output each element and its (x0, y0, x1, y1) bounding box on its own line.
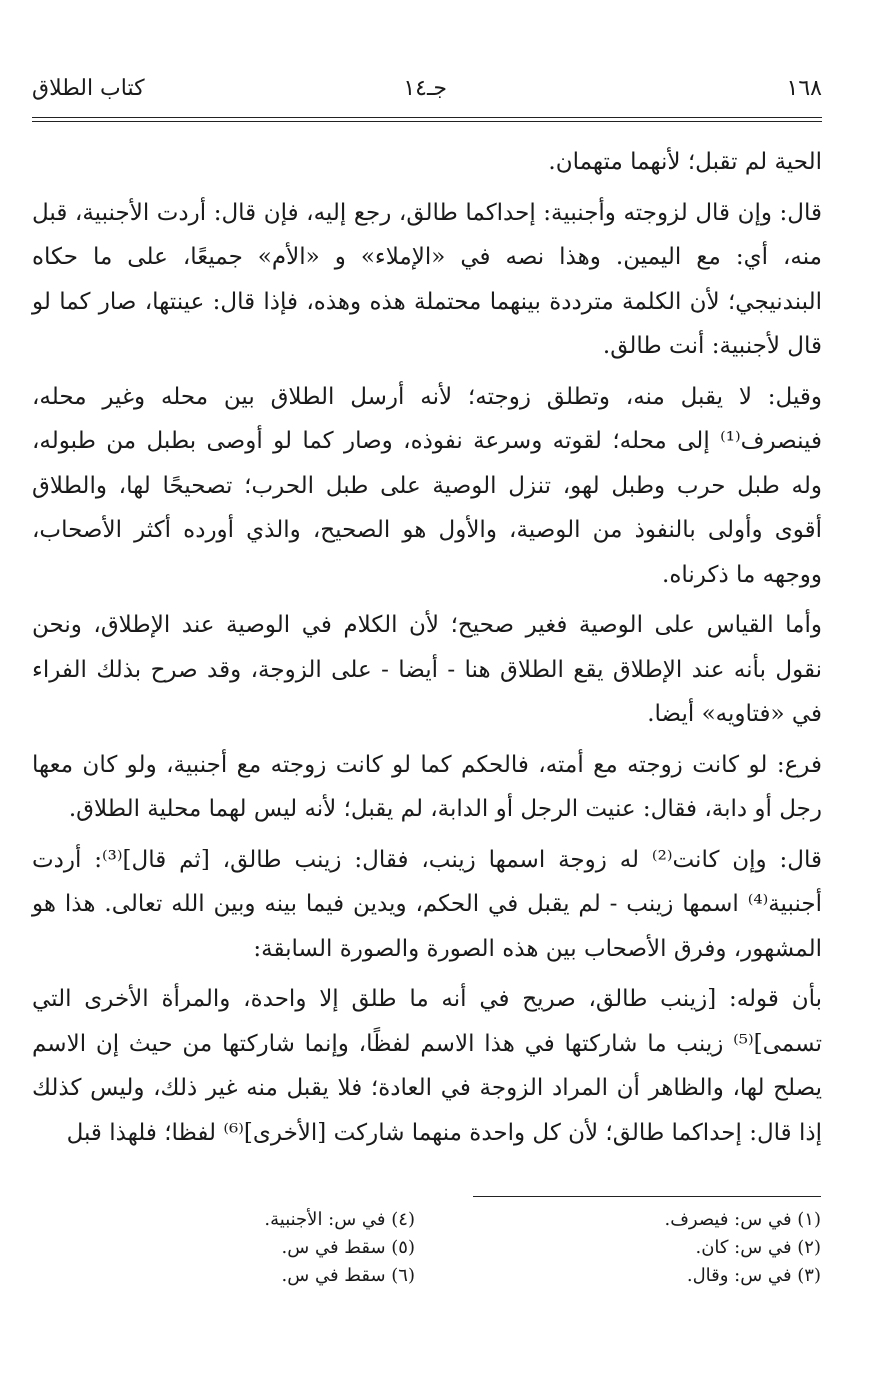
paragraph: بأن قوله: [زينب طالق، صريح في أنه ما طلق إلا واحدة، والمرأة الأخرى التي تسمى]⁽⁵⁾ زينب ما شاركتها في هذا الاسم لفظًا، وإنما شاركتها من حيث إن الاسم يصلح لها، والظاهر أن المراد الزوجة في العادة؛ فلا يقبل منه غير ذلك، وليس كذلك إذا قال: إحداكما طالق؛ لأن كل واحدة منهما شاركت [الأخرى]⁽⁶⁾ لفظا؛ فلهذا قبل (32, 986, 822, 1146)
footnotes-column-left (95, 1206, 415, 1290)
paragraph: فرع: لو كانت زوجته مع أمته، فالحكم كما لو كانت زوجته مع أجنبية، ولو كان معها رجل أو دابة، فقال: عنيت الرجل أو الدابة، لم يقبل؛ لأنه ليس لهما محلية الطلاق. (32, 751, 822, 822)
footnotes-column-right (461, 1206, 821, 1290)
footnote: (٢) في س: كان. (695, 1237, 821, 1258)
main-text (32, 140, 822, 1161)
page-number: ١٦٨ (786, 76, 822, 101)
book-title: كتاب الطلاق (32, 76, 145, 101)
volume-label: جـ١٤ (403, 76, 447, 101)
header-rule-thin (32, 121, 822, 122)
page-header (32, 76, 822, 110)
footnote: (٦) سقط في س. (281, 1265, 415, 1286)
paragraph: قال: وإن قال لزوجته وأجنبية: إحداكما طالق، رجع إليه، فإن قال: أردت الأجنبية، قبل منه، أي: مع اليمين. وهذا نصه في «الإملاء» و «الأم» جميعًا، على ما حكاه البندنيجي؛ لأن الكلمة مترددة بينهما محتملة هذه وهذه، فإذا قال: عينتها، صار كما لو قال لأجنبية: أنت طالق. (32, 199, 823, 359)
footnote: (٣) في س: وقال. (686, 1265, 821, 1286)
footnote: (٥) سقط في س. (281, 1237, 415, 1258)
paragraph: وقيل: لا يقبل منه، وتطلق زوجته؛ لأنه أرسل الطلاق بين محله وغير محله، فينصرف⁽¹⁾ إلى محله؛ لقوته وسرعة نفوذه، وصار كما لو أوصى بطبل من طبوله، وله طبل حرب وطبل لهو، تنزل الوصية على طبل الحرب؛ تصحيحًا لها، والطلاق أقوى وأولى بالنفوذ من الوصية، والأول هو الصحيح، والذي أورده أكثر الأصحاب، ووجهه ما ذكرناه. (32, 383, 822, 588)
footnote: (٤) في س: الأجنبية. (264, 1209, 415, 1230)
footnote-rule (473, 1196, 821, 1197)
footnote: (١) في س: فيصرف. (664, 1209, 821, 1230)
paragraph: قال: وإن كانت⁽²⁾ له زوجة اسمها زينب، فقال: زينب طالق، [ثم قال]⁽³⁾: أردت أجنبية⁽⁴⁾ اسمها زينب - لم يقبل في الحكم، ويدين فيما بينه وبين الله تعالى. هذا هو المشهور، وفرق الأصحاب بين هذه الصورة والصورة السابقة: (32, 846, 822, 962)
header-rule (32, 117, 822, 118)
paragraph: وأما القياس على الوصية فغير صحيح؛ لأن الكلام في الوصية عند الإطلاق، ونحن نقول بأنه عند الإطلاق يقع الطلاق هنا - أيضا - على الزوجة، وقد صرح بذلك الفراء في «فتاويه» أيضا. (32, 612, 822, 727)
paragraph: الحية لم تقبل؛ لأنهما متهمان. (548, 149, 822, 175)
